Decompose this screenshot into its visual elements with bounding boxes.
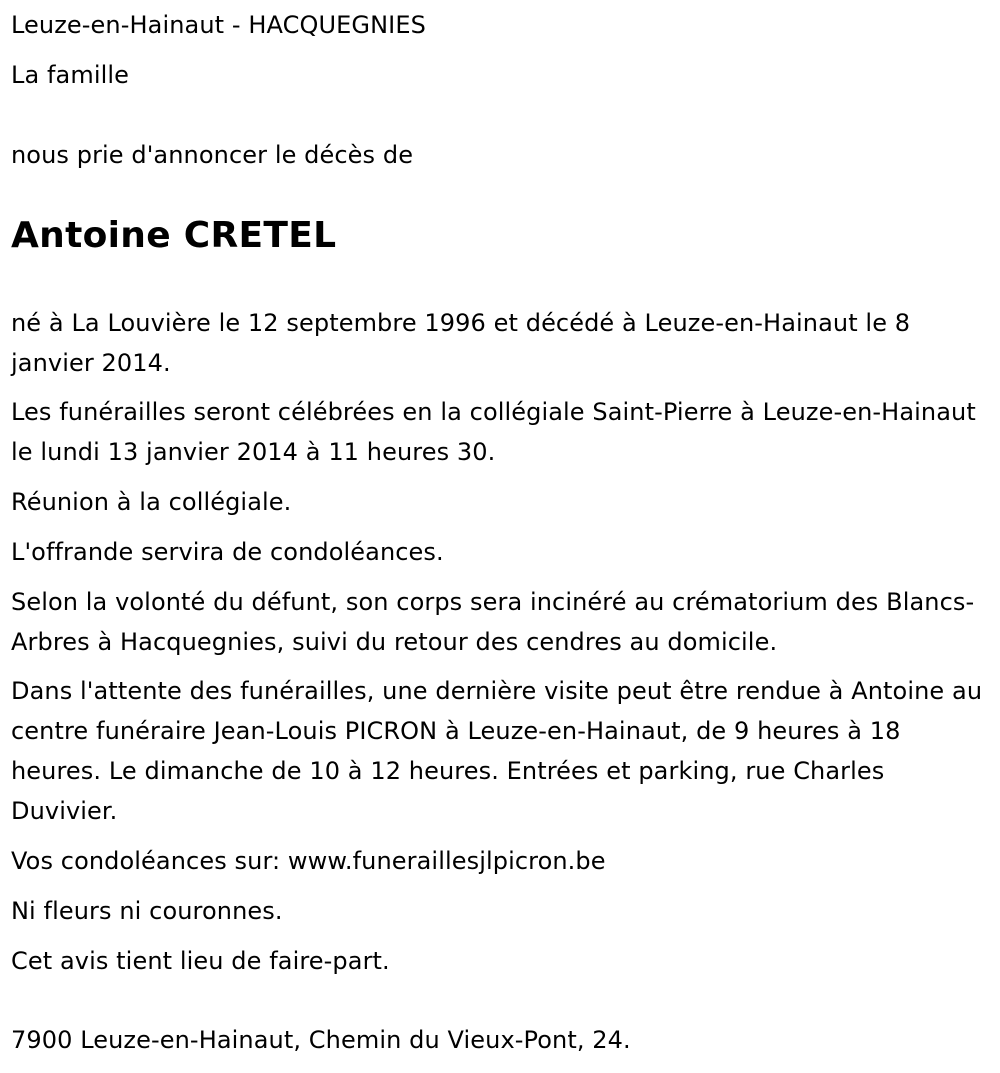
condolences-paragraph: Vos condoléances sur: www.funeraillesjlpicron.be (11, 847, 606, 875)
deceased-name: Antoine CRETEL (11, 215, 337, 256)
announce-line: nous prie d'annoncer le décès de (11, 141, 414, 169)
notice-paragraph: Cet avis tient lieu de faire-part. (11, 947, 390, 975)
meeting-paragraph: Réunion à la collégiale. (11, 488, 292, 516)
address-line: 7900 Leuze-en-Hainaut, Chemin du Vieux-Pont, 24. (11, 1026, 631, 1054)
cremation-paragraph: Selon la volonté du défunt, son corps sera incinéré au crématorium des Blancs-Arbres à Hacquegnies, suivi du retour des cendres au domicile. (11, 588, 975, 656)
birth-death-paragraph: né à La Louvière le 12 septembre 1996 et décédé à Leuze-en-Hainaut le 8 janvier 2014. (11, 309, 911, 377)
funeral-paragraph: Les funérailles seront célébrées en la collégiale Saint-Pierre à Leuze-en-Hainaut le lundi 13 janvier 2014 à 11 heures 30. (11, 398, 976, 466)
family-line: La famille (11, 61, 130, 89)
offering-paragraph: L'offrande servira de condoléances. (11, 538, 444, 566)
location-line: Leuze-en-Hainaut - HACQUEGNIES (11, 11, 426, 39)
visit-paragraph: Dans l'attente des funérailles, une dernière visite peut être rendue à Antoine au centre funéraire Jean-Louis PICRON à Leuze-en-Hainaut, de 9 heures à 18 heures. Le dimanche de 10 à 12 heures. Entrées et parking, rue Charles Duvivier. (11, 677, 983, 825)
flowers-paragraph: Ni fleurs ni couronnes. (11, 897, 283, 925)
